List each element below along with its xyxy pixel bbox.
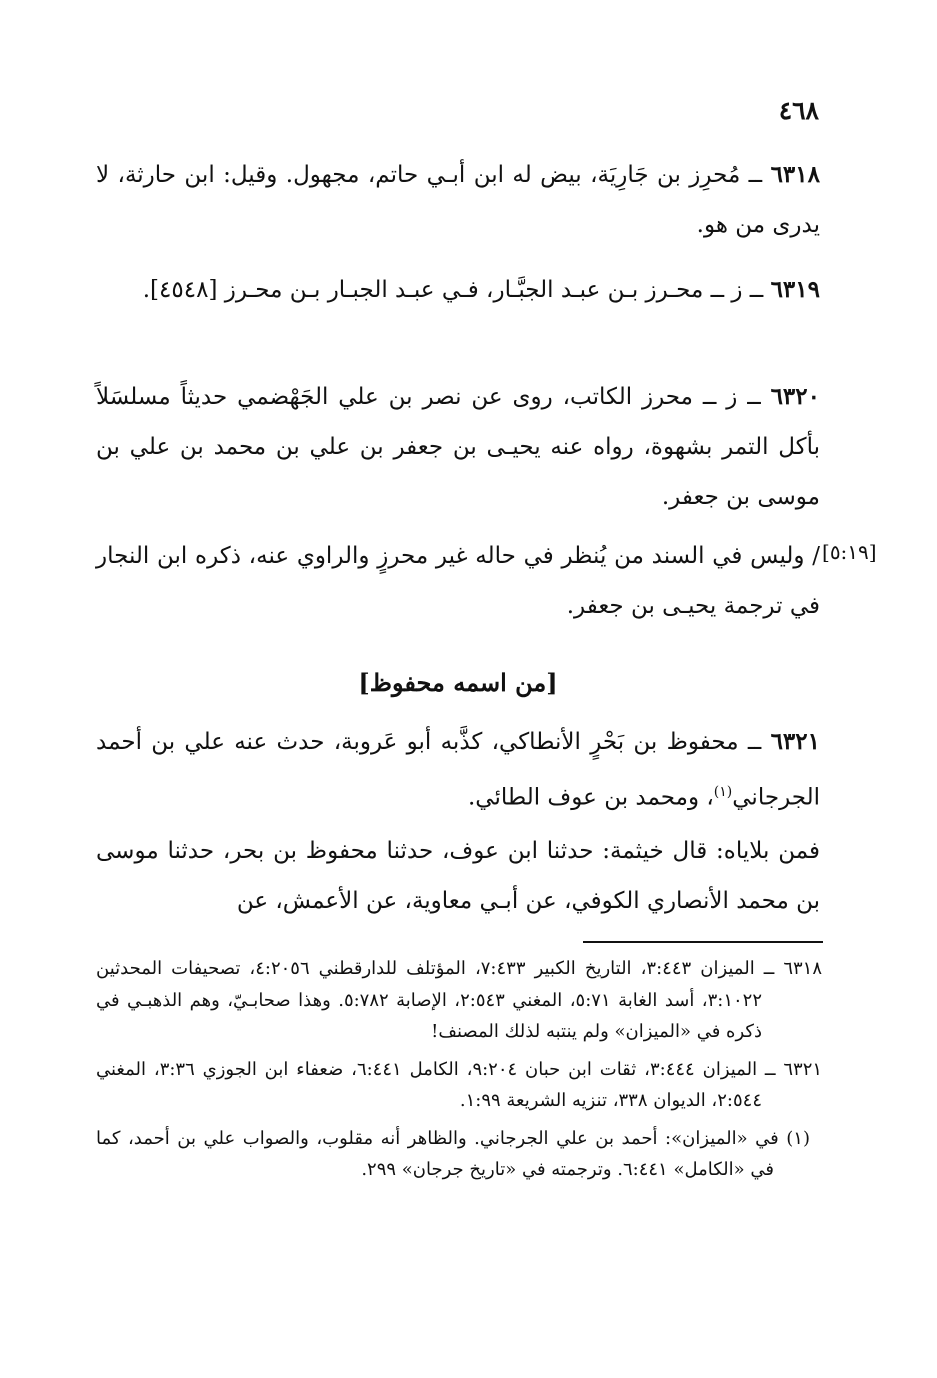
page-number: ٤٦٨ — [778, 96, 819, 125]
entry-text-end: ، ومحمد بن عوف الطائي. — [467, 784, 714, 811]
entry-6318 — [96, 150, 820, 250]
note-6321: ٦٣٢١ ــ الميزان ٣:٤٤٤، ثقات ابن حبان ٩:٢٠٤، الكامل ٦:٤٤١، ضعفاء ابن الجوزي ٣:٣٦، المغني ٢:٥٤٤، الديوان ٣٣٨، تنزيه الشريعة ١:٩٩. — [96, 1058, 823, 1111]
continuation-text: / وليس في السند من يُنظر في حاله غير محرزٍ والراوي عنه، ذكره ابن النجار في ترجمة يحيـى بن جعفر. — [96, 543, 820, 619]
entry-number: ٦٣٢٠ — [770, 383, 820, 410]
entry-6321 — [96, 717, 820, 823]
entry-number: ٦٣١٩ — [770, 276, 820, 303]
section-heading: [من اسمه محفوظ] — [358, 668, 558, 697]
paragraph-text: فمن بلاياه: قال خيثمة: حدثنا ابن عوف، حدثنا محفوظ بن بحر، حدثنا موسى بن محمد الأنصاري الكوفي، عن أبـي معاوية، عن الأعمش، عن — [96, 838, 820, 914]
entry-text: ــ ز ــ محـرز بـن عبـد الجبَّـار، فـي عبـد الجبـار بـن محـرز [٤٥٤٨]. — [142, 277, 771, 303]
footnote-marker: (١) — [713, 784, 733, 800]
body-paragraph — [96, 826, 820, 926]
entry-6319 — [96, 265, 820, 315]
entry-number: ٦٣٢١ — [770, 728, 820, 755]
entry-6320-continuation — [96, 531, 820, 631]
margin-reference: [٥:١٩] — [822, 540, 877, 564]
footnote-divider — [583, 941, 823, 943]
footnote-1: (١) في «الميزان»: أحمد بن علي الجرجاني. والظاهر أنه مقلوب، والصواب علي بن أحمد، كما في «الكامل» ٦:٤٤١. وترجمته في «تاريخ جرجان» ٢٩٩. — [96, 1127, 810, 1180]
entry-text: ــ ز ــ محرز الكاتب، روى عن نصر بن علي الجَهْضمي حديثاً مسلسَلاً بأكل التمر بشهوة، رواه عنه يحيـى بن جعفر بن علي بن محمد بن علي بن موسى بن جعفر. — [96, 384, 820, 510]
entry-6320 — [96, 372, 820, 522]
entry-text: ــ محفوظ بن بَحْرٍ الأنطاكي، كذَّبه أبو عَروبة، حدث عنه علي بن أحمد الجرجاني — [96, 729, 820, 811]
entry-number: ٦٣١٨ — [770, 161, 820, 188]
footnotes — [96, 953, 822, 1192]
note-6318: ٦٣١٨ ــ الميزان ٣:٤٤٣، التاريخ الكبير ٧:٤٣٣، المؤتلف للدارقطني ٤:٢٠٥٦، تصحيفات المحدثين ٣:١٠٢٢، أسد الغابة ٥:٧١، المغني ٢:٥٤٣، الإصابة ٥:٧٨٢. وهذا صحابـيّ، وهم الذهبـي في ذكره في «الميزان» ولم ينتبه لذلك المصنف! — [96, 958, 823, 1042]
entry-text: ــ مُحرِز بن جَارِيَة، بيض له ابن أبـي حاتم، مجهول. وقيل: ابن حارثة، لا يدرى من هو. — [96, 162, 820, 238]
